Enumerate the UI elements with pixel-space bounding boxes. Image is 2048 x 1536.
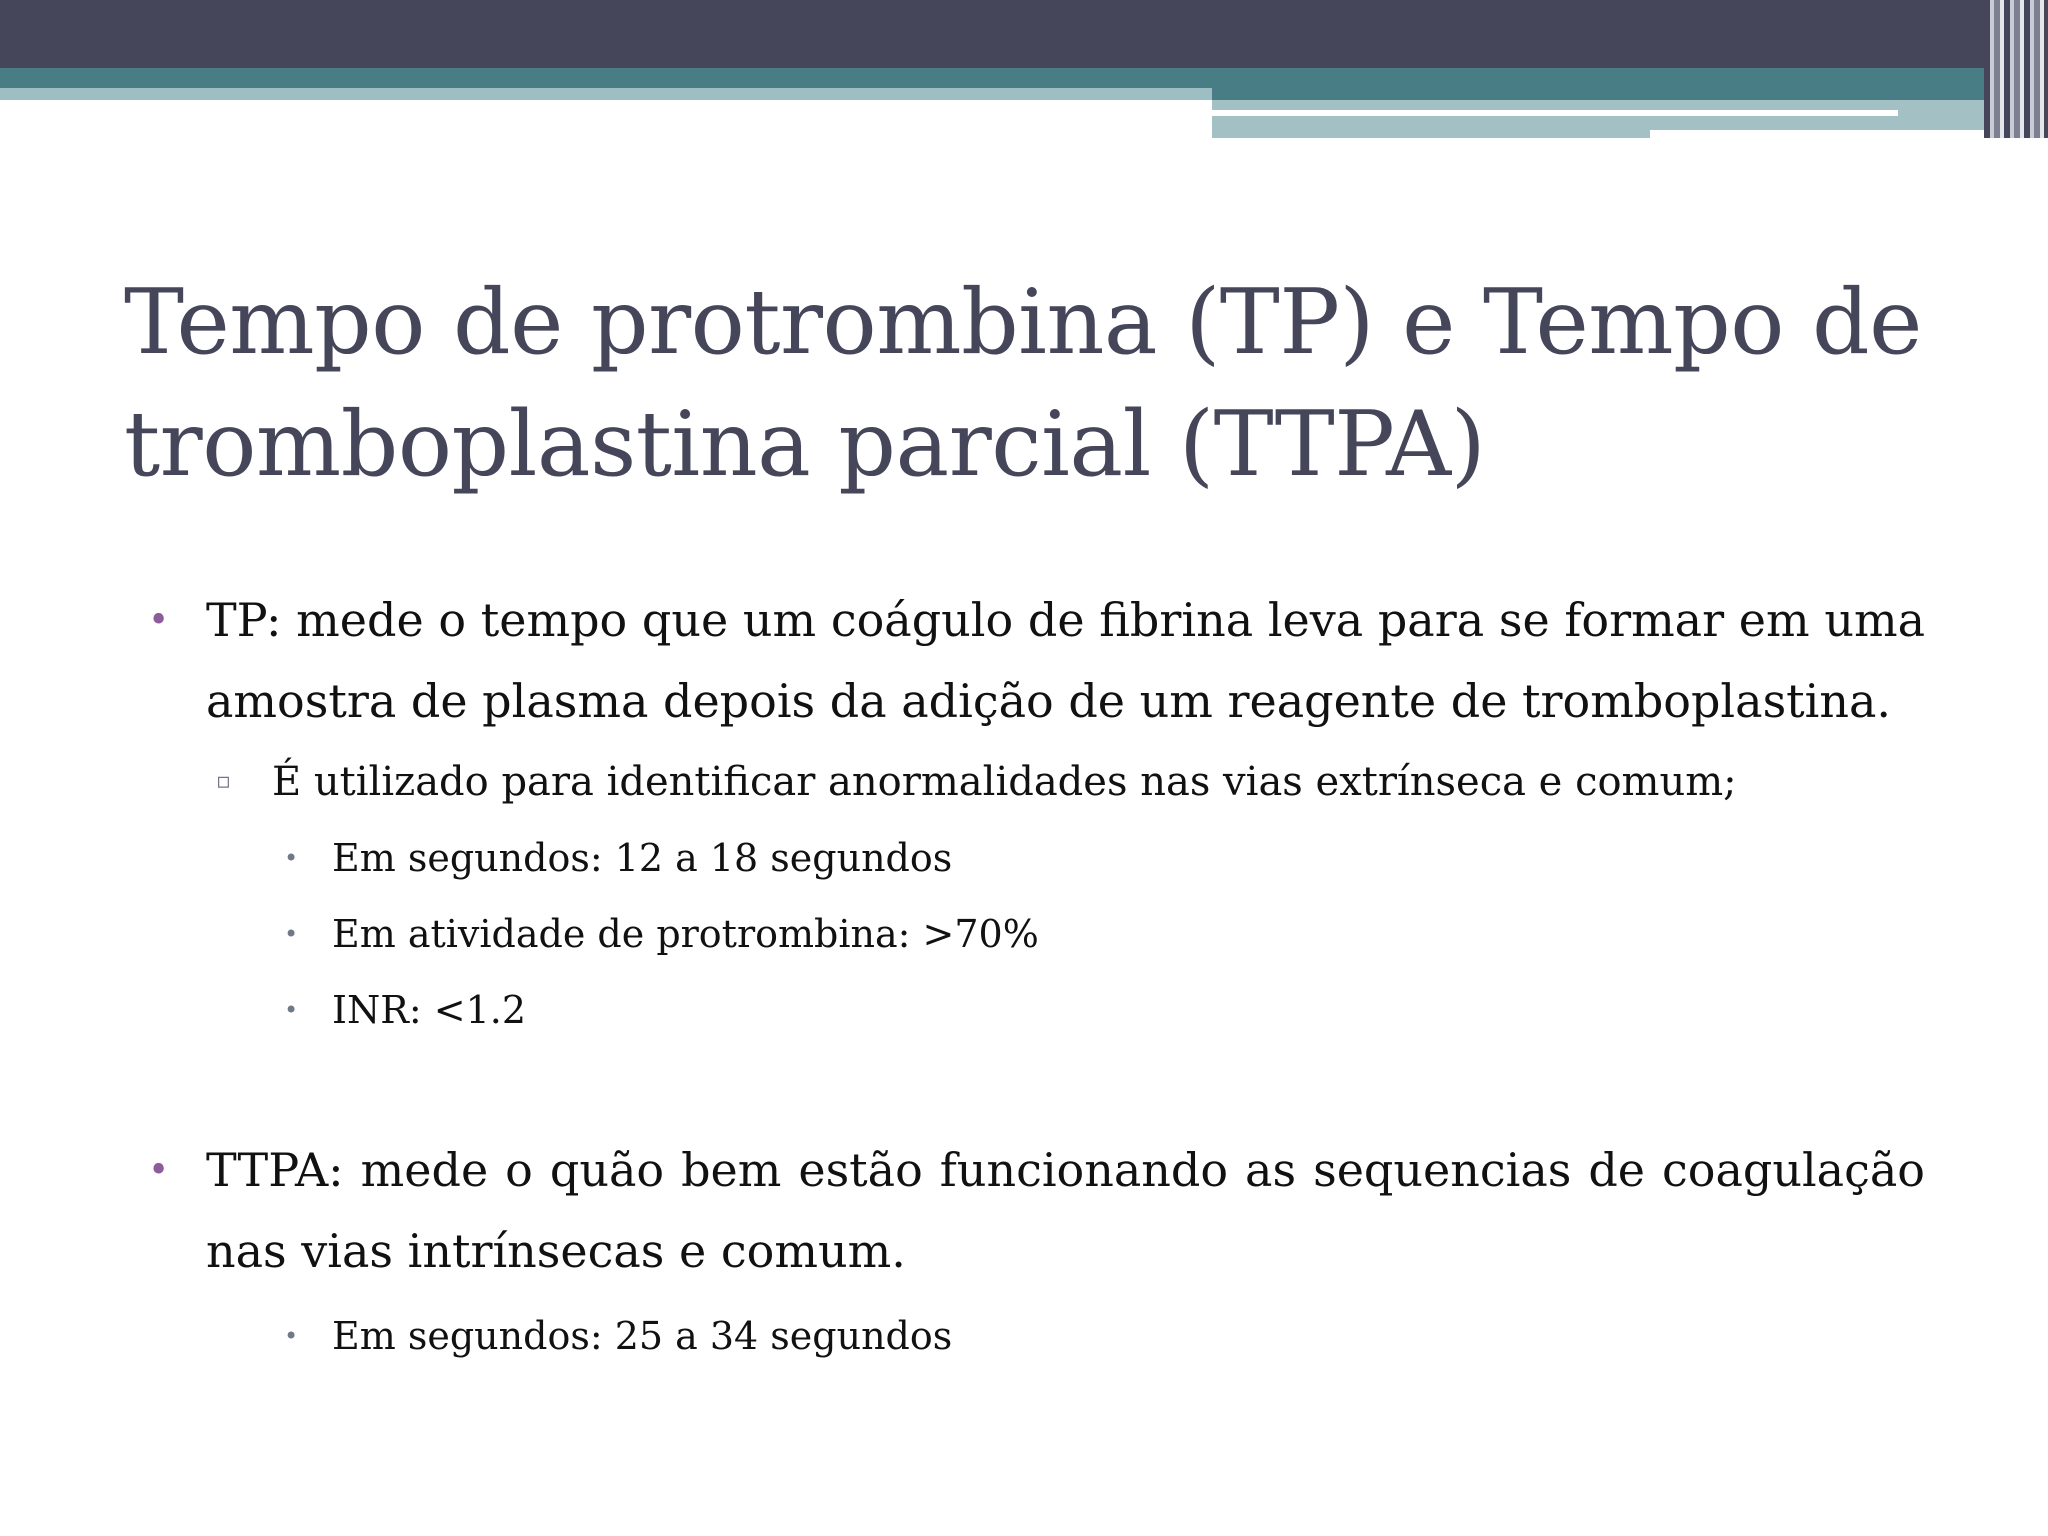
spacer	[140, 1048, 1925, 1130]
ttpa-value-seconds-text: Em segundos: 25 a 34 segundos	[332, 1314, 953, 1358]
tp-value-seconds	[140, 820, 1925, 896]
slide-title: Tempo de protrombina (TP) e Tempo de tromboplastina parcial (TTPA)	[124, 270, 1922, 497]
small-dot-icon: •	[284, 1322, 299, 1350]
header-band-teal	[0, 68, 1212, 88]
small-dot-icon: •	[284, 920, 299, 948]
small-dot-icon: •	[284, 844, 299, 872]
sub-bullet-text: É utilizado para identificar anormalidades nas vias extrínseca e comum;	[272, 759, 1737, 805]
header-band-teal-right	[1212, 68, 2012, 100]
bullet-tp-text: TP: mede o tempo que um coágulo de fibrina leva para se formar em uma amostra de plasma depois da adição de um reagente de tromboplastina.	[206, 593, 1925, 728]
bullet-dot-icon: •	[148, 600, 170, 641]
bullet-ttpa-text: TTPA: mede o quão bem estão funcionando as sequencias de coagulação nas vias intrínsecas e comum.	[206, 1143, 1925, 1278]
sub-bullet-tp-usage	[140, 744, 1925, 820]
tp-value-activity-text: Em atividade de protrombina: >70%	[332, 912, 1039, 956]
ttpa-value-seconds	[140, 1298, 1925, 1374]
tp-value-inr-text: INR: <1.2	[332, 988, 527, 1032]
bullet-ttpa	[140, 1130, 1925, 1292]
square-bullet-icon: ▫	[216, 769, 231, 794]
header-band-light-left	[0, 88, 1212, 100]
tp-value-activity	[140, 896, 1925, 972]
tp-value-inr	[140, 972, 1925, 1048]
header-band-dark	[0, 0, 2048, 68]
small-dot-icon: •	[284, 996, 299, 1024]
bullet-tp	[140, 580, 1925, 742]
header-accent-line-2	[1650, 130, 2012, 138]
bullet-dot-icon: •	[148, 1150, 170, 1191]
slide-content	[140, 580, 1925, 1374]
header-edge-stripes	[1984, 0, 2048, 138]
tp-value-seconds-text: Em segundos: 12 a 18 segundos	[332, 836, 953, 880]
header-accent-line	[1212, 110, 1898, 116]
